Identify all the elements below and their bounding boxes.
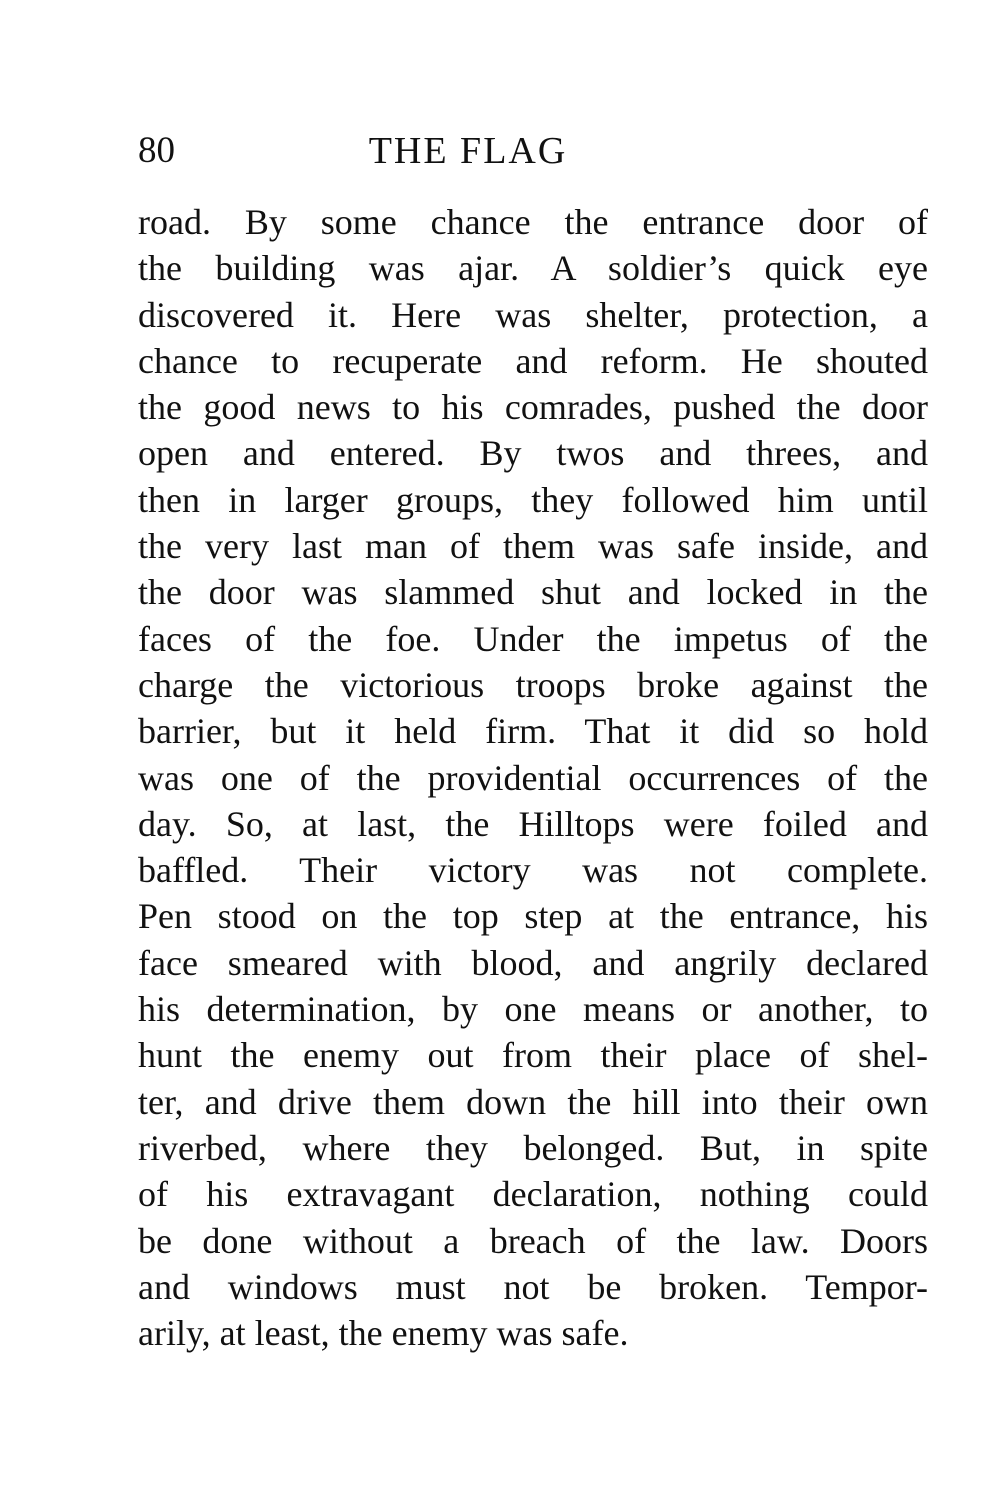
- text-line: day. So, at last, the Hilltops were foiled and: [138, 803, 928, 844]
- body-text: [138, 199, 928, 1356]
- text-line: the very last man of them was safe inside, and: [138, 526, 928, 567]
- text-line: riverbed, where they belonged. But, in spite: [138, 1127, 928, 1168]
- page-number: 80: [138, 130, 175, 171]
- text-line: chance to recuperate and reform. He shouted: [138, 340, 928, 381]
- text-line: was one of the providential occurrences of the: [138, 757, 928, 798]
- running-title: THE FLAG: [368, 130, 568, 172]
- text-line: face smeared with blood, and angrily declared: [138, 942, 928, 983]
- text-line: Pen stood on the top step at the entrance, his: [138, 896, 928, 937]
- text-line: hunt the enemy out from their place of shel-: [138, 1035, 928, 1076]
- text-line: and windows must not be broken. Tempor-: [138, 1266, 928, 1307]
- text-line: faces of the foe. Under the impetus of the: [138, 618, 928, 659]
- text-line: road. By some chance the entrance door of: [138, 202, 928, 242]
- text-line: of his extravagant declaration, nothing could: [138, 1174, 928, 1215]
- text-line: the door was slammed shut and locked in the: [138, 572, 928, 613]
- text-line: the good news to his comrades, pushed the door: [138, 387, 928, 428]
- text-line: then in larger groups, they followed him until: [138, 479, 928, 520]
- text-line: his determination, by one means or another, to: [138, 989, 928, 1030]
- text-line: open and entered. By twos and threes, and: [138, 433, 928, 474]
- running-head: [138, 126, 928, 176]
- text-line: barrier, but it held firm. That it did so hold: [138, 711, 928, 752]
- text-line: arily, at least, the enemy was safe.: [138, 1313, 629, 1354]
- text-line: the building was ajar. A soldier’s quick eye: [138, 248, 928, 289]
- text-line: baffled. Their victory was not complete.: [138, 850, 928, 891]
- text-line: discovered it. Here was shelter, protection, a: [138, 294, 928, 335]
- text-line: be done without a breach of the law. Doors: [138, 1220, 928, 1261]
- text-line: charge the victorious troops broke against the: [138, 664, 928, 705]
- text-line: ter, and drive them down the hill into their own: [138, 1081, 928, 1122]
